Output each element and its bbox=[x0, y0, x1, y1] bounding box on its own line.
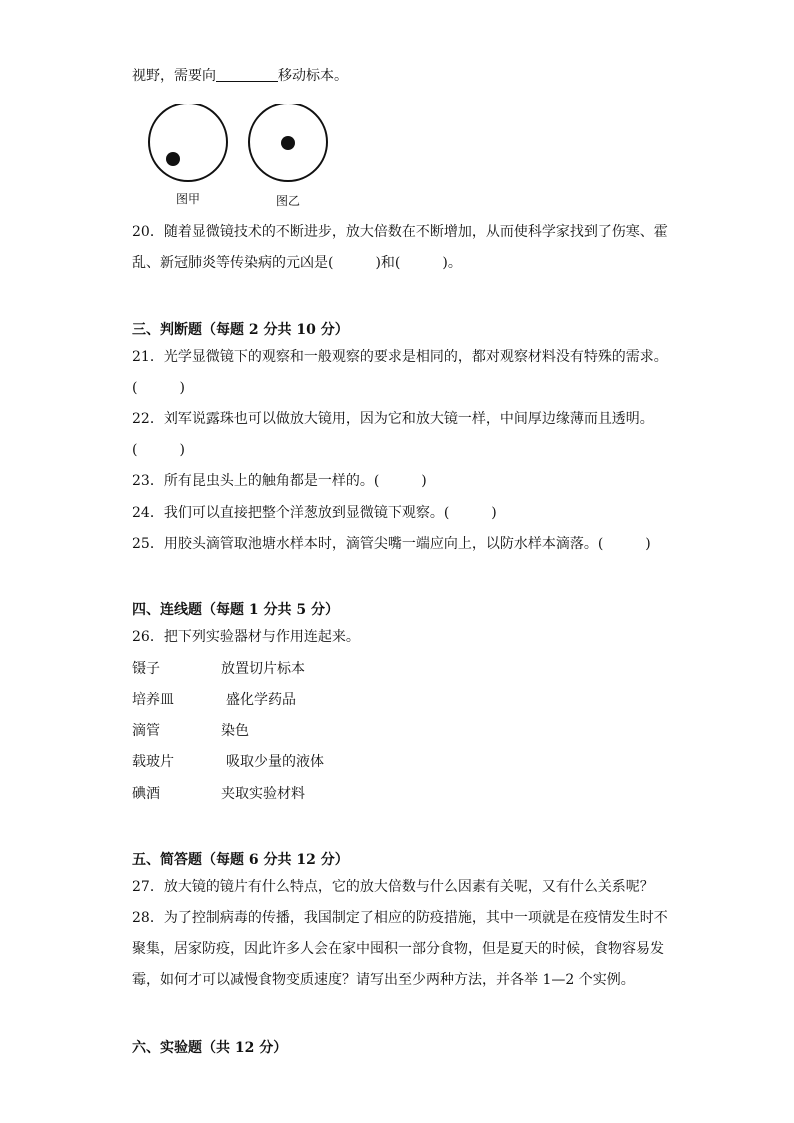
q21-answer[interactable]: ( ) bbox=[132, 380, 185, 396]
q21-line1: 21．光学显微镜下的观察和一般观察的要求是相同的，都对观察材料没有特殊的需求。 bbox=[132, 349, 668, 365]
q28-line2: 聚集，居家防疫，因此许多人会在家中囤积一部分食物，但是夏天的时候，食物容易发 bbox=[132, 941, 664, 957]
q20-line2: 乱、新冠肺炎等传染病的元凶是( )和( )。 bbox=[132, 255, 462, 271]
caption-a: 图甲 bbox=[176, 192, 201, 206]
match-left-1[interactable]: 镊子 bbox=[132, 661, 160, 677]
match-left-4[interactable]: 载玻片 bbox=[132, 754, 174, 770]
section6-title: 六、实验题（共 12 分） bbox=[132, 1040, 288, 1056]
q23: 23．所有昆虫头上的触角都是一样的。( ) bbox=[132, 473, 427, 489]
match-right-1[interactable]: 放置切片标本 bbox=[221, 661, 305, 677]
match-right-3[interactable]: 染色 bbox=[221, 723, 249, 739]
section4-title: 四、连线题（每题 1 分共 5 分） bbox=[132, 602, 339, 618]
match-right-5[interactable]: 夹取实验材料 bbox=[221, 786, 305, 802]
section5-title: 五、简答题（每题 6 分共 12 分） bbox=[132, 852, 349, 868]
match-left-2[interactable]: 培养皿 bbox=[132, 692, 174, 708]
specimen-dot-a bbox=[166, 152, 180, 166]
specimen-dot-b bbox=[281, 136, 295, 150]
match-left-5[interactable]: 碘酒 bbox=[132, 786, 160, 802]
q22-answer[interactable]: ( ) bbox=[132, 442, 185, 458]
q19-text: 视野，需要向 bbox=[132, 68, 216, 84]
q19-text-end: 移动标本。 bbox=[278, 68, 348, 84]
view-circles bbox=[140, 104, 340, 214]
q24: 24．我们可以直接把整个洋葱放到显微镜下观察。( ) bbox=[132, 505, 497, 521]
view-circle-a bbox=[149, 104, 227, 181]
q28-line1: 28．为了控制病毒的传播，我国制定了相应的防疫措施，其中一项就是在疫情发生时不 bbox=[132, 910, 668, 926]
q20-line1: 20．随着显微镜技术的不断进步，放大倍数在不断增加，从而使科学家找到了伤寒、霍 bbox=[132, 224, 668, 240]
section3-title: 三、判断题（每题 2 分共 10 分） bbox=[132, 322, 349, 338]
q19-tail bbox=[132, 66, 348, 86]
match-left-3[interactable]: 滴管 bbox=[132, 723, 160, 739]
q28-line3: 霉，如何才可以减慢食物变质速度？请写出至少两种方法，并各举 1—2 个实例。 bbox=[132, 972, 635, 988]
q22-line1: 22．刘军说露珠也可以做放大镜用，因为它和放大镜一样，中间厚边缘薄而且透明。 bbox=[132, 411, 654, 427]
q19-blank[interactable] bbox=[216, 67, 278, 82]
q25: 25．用胶头滴管取池塘水样本时，滴管尖嘴一端应向上，以防水样本滴落。( ) bbox=[132, 536, 651, 552]
match-right-4[interactable]: 吸取少量的液体 bbox=[226, 754, 324, 770]
q27: 27．放大镜的镜片有什么特点，它的放大倍数与什么因素有关呢，又有什么关系呢？ bbox=[132, 879, 654, 895]
match-right-2[interactable]: 盛化学药品 bbox=[226, 692, 296, 708]
q26: 26．把下列实验器材与作用连起来。 bbox=[132, 629, 360, 645]
caption-b: 图乙 bbox=[276, 194, 301, 208]
microscope-view-figure bbox=[140, 104, 340, 214]
